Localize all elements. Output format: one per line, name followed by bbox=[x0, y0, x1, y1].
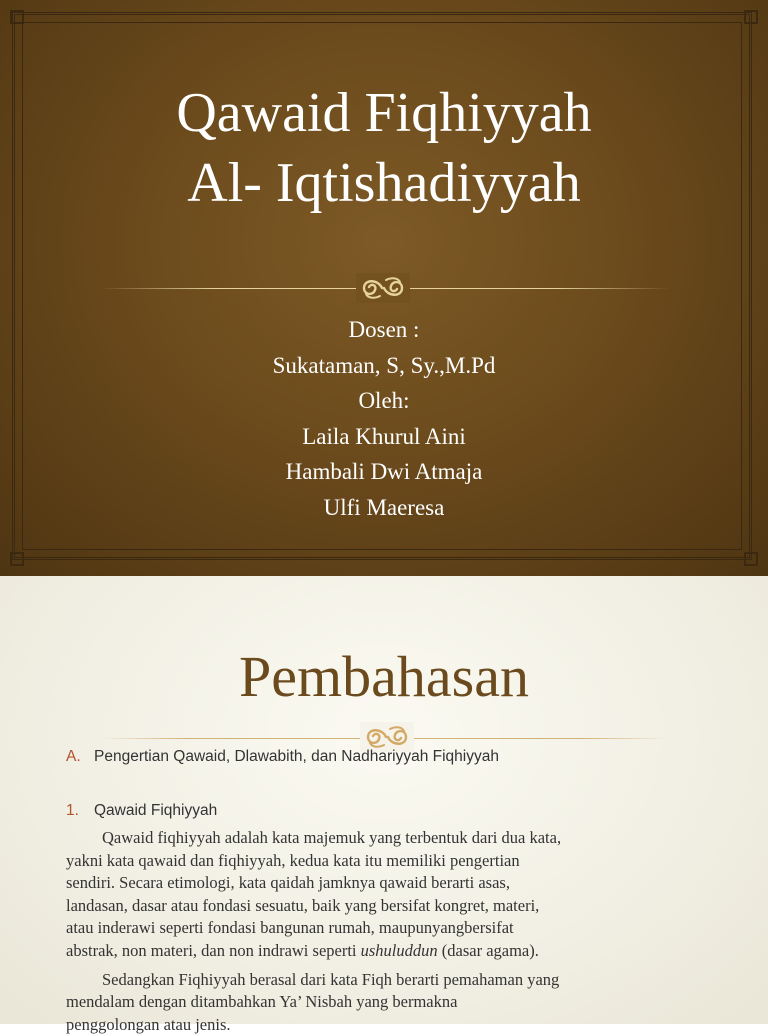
content-slide bbox=[0, 576, 768, 1034]
slide-title-line-1: Qawaid Fiqhiyyah bbox=[176, 82, 592, 144]
slide-title bbox=[40, 78, 728, 218]
item-1-marker: 1. bbox=[66, 802, 79, 819]
paragraph-line: mendalam dengan ditambahkan Ya’ Nisbah yang bermakna bbox=[66, 992, 458, 1012]
credit-line: Dosen : bbox=[348, 317, 420, 342]
paragraph-line: sendiri. Secara etimologi, kata qaidah jamknya qawaid berarti asas, bbox=[66, 873, 510, 893]
frame-corner-bottom-left bbox=[10, 552, 24, 566]
credit-line: Oleh: bbox=[358, 388, 410, 414]
flourish-ornament-icon bbox=[356, 273, 410, 303]
paragraph-line: landasan, dasar atau fondasi sesuatu, baik yang bersifat kongret, materi, bbox=[66, 895, 540, 915]
section-a-heading bbox=[66, 748, 499, 766]
paragraph-line-suffix: (dasar agama). bbox=[437, 940, 539, 960]
credit-line: Ulfi Maeresa bbox=[323, 494, 445, 520]
frame-corner-top-left bbox=[10, 10, 24, 24]
italic-term: ushuluddun bbox=[360, 940, 438, 960]
paragraph-line: Qawaid fiqhiyyah adalah kata majemuk yang terbentuk dari dua kata, bbox=[102, 828, 562, 847]
paragraph-line: Sedangkan Fiqhiyyah berasal dari kata Fiqh berarti pemahaman yang bbox=[102, 969, 560, 989]
item-1-heading bbox=[66, 802, 217, 820]
paragraph-line: yakni kata qawaid dan fiqhiyyah, kedua kata itu memiliki pengertian bbox=[66, 850, 520, 870]
item-1-text: Qawaid Fiqhiyyah bbox=[94, 802, 218, 819]
credits-block bbox=[100, 312, 668, 526]
paragraph-line-prefix: abstrak, non materi, dan non indrawi seperti bbox=[66, 940, 361, 960]
section-a-marker: A. bbox=[66, 748, 81, 765]
paragraph-line bbox=[66, 940, 716, 963]
paragraph-line: atau inderawi seperti fondasi bangunan rumah, maupunyangbersifat bbox=[66, 918, 514, 938]
content-slide-heading: Pembahasan bbox=[239, 644, 529, 709]
credit-line: Sukataman, S, Sy.,M.Pd bbox=[272, 352, 496, 378]
frame-corner-top-right bbox=[744, 10, 758, 24]
paragraph-line: penggolongan atau jenis. bbox=[66, 1014, 231, 1034]
slide-title-line-2: Al- Iqtishadiyyah bbox=[187, 152, 581, 214]
credit-line: Laila Khurul Aini bbox=[302, 423, 466, 449]
section-a-text: Pengertian Qawaid, Dlawabith, dan Nadhariyyah Fiqhiyyah bbox=[94, 748, 499, 765]
credit-line: Hambali Dwi Atmaja bbox=[285, 459, 483, 485]
body-text bbox=[66, 827, 716, 1036]
frame-corner-bottom-right bbox=[744, 552, 758, 566]
